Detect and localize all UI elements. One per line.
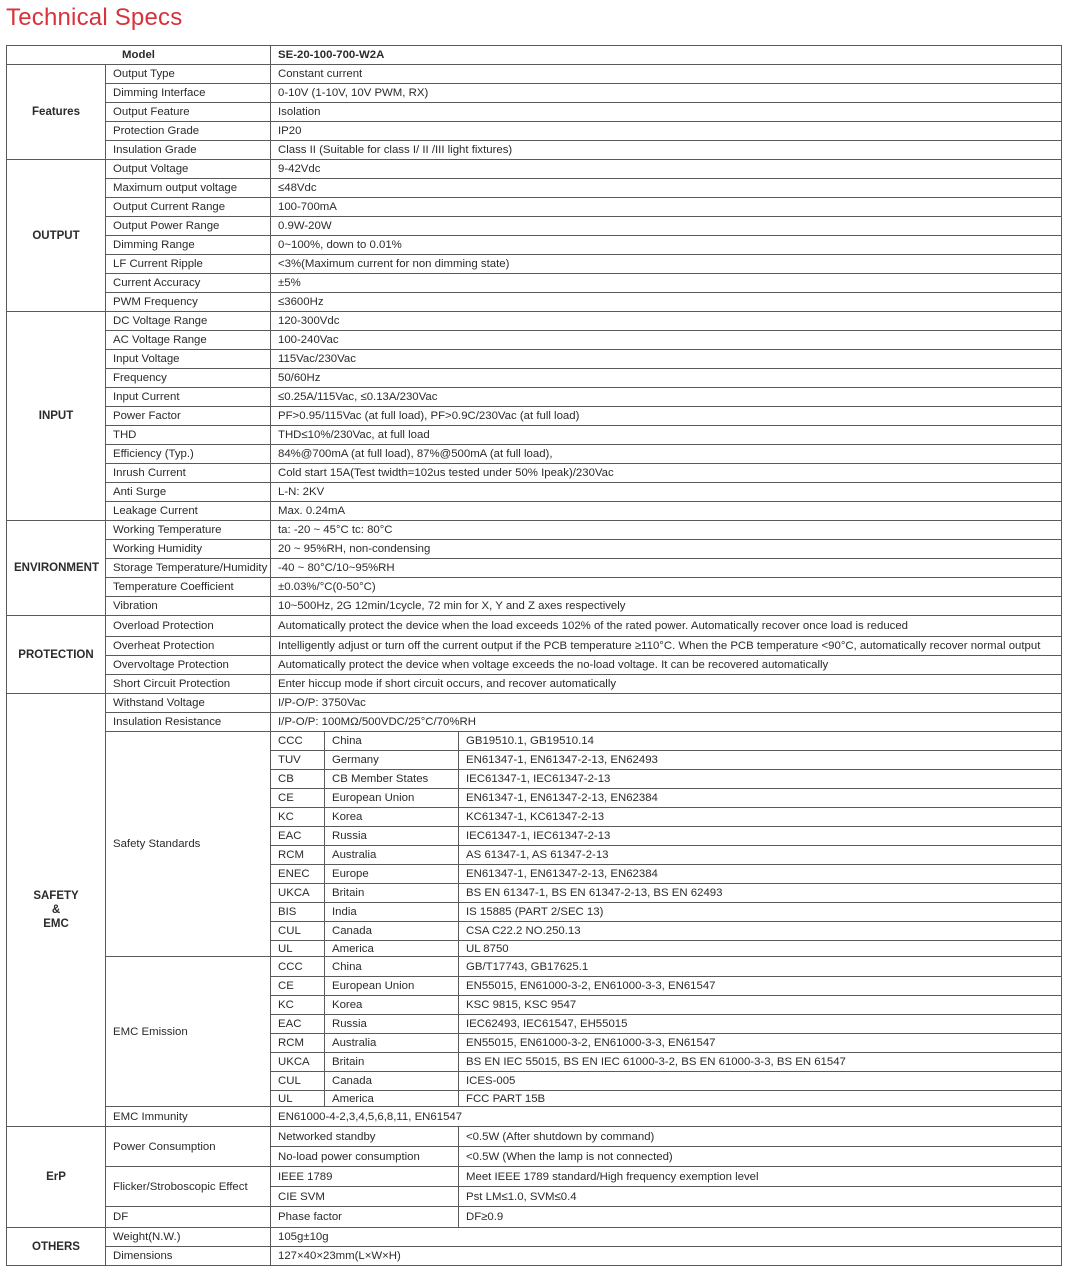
cert-region: China bbox=[325, 732, 459, 751]
cert-region: Germany bbox=[325, 751, 459, 770]
cert-standard: UL 8750 bbox=[459, 941, 1062, 957]
section-erp: ErP bbox=[7, 1127, 106, 1228]
spec-label: Working Temperature bbox=[106, 521, 271, 540]
spec-label: Vibration bbox=[106, 597, 271, 616]
cert-code: CUL bbox=[271, 1072, 325, 1091]
cert-code: EAC bbox=[271, 1015, 325, 1034]
cert-code: KC bbox=[271, 996, 325, 1015]
erp-item: Phase factor bbox=[271, 1207, 459, 1228]
cert-region: India bbox=[325, 903, 459, 922]
erp-item: IEEE 1789 bbox=[271, 1167, 459, 1187]
cert-code: KC bbox=[271, 808, 325, 827]
spec-label: Overvoltage Protection bbox=[106, 656, 271, 675]
cert-region: Australia bbox=[325, 846, 459, 865]
cert-standard: AS 61347-1, AS 61347-2-13 bbox=[459, 846, 1062, 865]
spec-label: Maximum output voltage bbox=[106, 179, 271, 198]
section-safety-label: SAFETY bbox=[33, 890, 79, 902]
spec-value: Intelligently adjust or turn off the current output if the PCB temperature ≥110°C. When the PCB temperature <90°C, automatically recover normal output bbox=[271, 637, 1062, 656]
spec-label: Current Accuracy bbox=[106, 274, 271, 293]
erp-value: Meet IEEE 1789 standard/High frequency exemption level bbox=[459, 1167, 1062, 1187]
cert-region: Britain bbox=[325, 884, 459, 903]
spec-label: Power Factor bbox=[106, 407, 271, 426]
spec-value: I/P-O/P: 100MΩ/500VDC/25°C/70%RH bbox=[271, 713, 1062, 732]
spec-value: Max. 0.24mA bbox=[271, 502, 1062, 521]
spec-value: Enter hiccup mode if short circuit occurs, and recover automatically bbox=[271, 675, 1062, 694]
spec-value: Constant current bbox=[271, 65, 1062, 84]
spec-value: 10~500Hz, 2G 12min/1cycle, 72 min for X, Y and Z axes respectively bbox=[271, 597, 1062, 616]
spec-label: Output Voltage bbox=[106, 160, 271, 179]
spec-value: <3%(Maximum current for non dimming state) bbox=[271, 255, 1062, 274]
section-input: INPUT bbox=[7, 312, 106, 521]
cert-standard: BS EN 61347-1, BS EN 61347-2-13, BS EN 62493 bbox=[459, 884, 1062, 903]
spec-label: Overheat Protection bbox=[106, 637, 271, 656]
cert-standard: EN55015, EN61000-3-2, EN61000-3-3, EN61547 bbox=[459, 977, 1062, 996]
erp-value: <0.5W (After shutdown by command) bbox=[459, 1127, 1062, 1147]
spec-value: ±0.03%/°C(0-50°C) bbox=[271, 578, 1062, 597]
erp-value: Pst LM≤1.0, SVM≤0.4 bbox=[459, 1187, 1062, 1207]
cert-code: RCM bbox=[271, 846, 325, 865]
spec-value: ≤3600Hz bbox=[271, 293, 1062, 312]
spec-value: PF>0.95/115Vac (at full load), PF>0.9C/230Vac (at full load) bbox=[271, 407, 1062, 426]
spec-value: ≤0.25A/115Vac, ≤0.13A/230Vac bbox=[271, 388, 1062, 407]
spec-label: Power Consumption bbox=[106, 1127, 271, 1167]
cert-region: America bbox=[325, 941, 459, 957]
spec-value: 100-700mA bbox=[271, 198, 1062, 217]
section-output: OUTPUT bbox=[7, 160, 106, 312]
section-safety-label: & bbox=[51, 904, 61, 916]
spec-label: Input Current bbox=[106, 388, 271, 407]
spec-label: Withstand Voltage bbox=[106, 694, 271, 713]
cert-standard: IEC61347-1, IEC61347-2-13 bbox=[459, 827, 1062, 846]
spec-label: Output Type bbox=[106, 65, 271, 84]
spec-label: DC Voltage Range bbox=[106, 312, 271, 331]
spec-value: IP20 bbox=[271, 122, 1062, 141]
cert-region: America bbox=[325, 1091, 459, 1107]
spec-label: Insulation Grade bbox=[106, 141, 271, 160]
erp-item: Networked standby bbox=[271, 1127, 459, 1147]
section-others: OTHERS bbox=[7, 1228, 106, 1266]
spec-value: EN61000-4-2,3,4,5,6,8,11, EN61547 bbox=[271, 1107, 1062, 1127]
spec-value: 20 ~ 95%RH, non-condensing bbox=[271, 540, 1062, 559]
cert-code: TUV bbox=[271, 751, 325, 770]
cert-region: Europe bbox=[325, 865, 459, 884]
cert-standard: GB19510.1, GB19510.14 bbox=[459, 732, 1062, 751]
cert-region: Korea bbox=[325, 996, 459, 1015]
spec-value: 0~100%, down to 0.01% bbox=[271, 236, 1062, 255]
cert-code: CUL bbox=[271, 922, 325, 941]
cert-region: Canada bbox=[325, 922, 459, 941]
cert-code: CCC bbox=[271, 732, 325, 751]
spec-label: Leakage Current bbox=[106, 502, 271, 521]
cert-region: Russia bbox=[325, 827, 459, 846]
cert-region: European Union bbox=[325, 977, 459, 996]
page-title: Technical Specs bbox=[6, 4, 183, 31]
cert-standard: FCC PART 15B bbox=[459, 1091, 1062, 1107]
safety-standards-label: Safety Standards bbox=[106, 732, 271, 957]
cert-standard: BS EN IEC 55015, BS EN IEC 61000-3-2, BS EN 61000-3-3, BS EN 61547 bbox=[459, 1053, 1062, 1072]
spec-label: Input Voltage bbox=[106, 350, 271, 369]
spec-value: 9-42Vdc bbox=[271, 160, 1062, 179]
cert-region: Korea bbox=[325, 808, 459, 827]
spec-label: Efficiency (Typ.) bbox=[106, 445, 271, 464]
spec-label: EMC Immunity bbox=[106, 1107, 271, 1127]
spec-label: Overload Protection bbox=[106, 616, 271, 637]
erp-value: DF≥0.9 bbox=[459, 1207, 1062, 1228]
spec-value: 127×40×23mm(L×W×H) bbox=[271, 1247, 1062, 1266]
spec-label: Dimming Interface bbox=[106, 84, 271, 103]
spec-value: L-N: 2KV bbox=[271, 483, 1062, 502]
cert-standard: IEC62493, IEC61547, EH55015 bbox=[459, 1015, 1062, 1034]
cert-region: Canada bbox=[325, 1072, 459, 1091]
cert-code: CE bbox=[271, 789, 325, 808]
cert-region: CB Member States bbox=[325, 770, 459, 789]
section-features: Features bbox=[7, 65, 106, 160]
spec-label: Storage Temperature/Humidity bbox=[106, 559, 271, 578]
spec-value: ta: -20 ~ 45°C tc: 80°C bbox=[271, 521, 1062, 540]
spec-label: AC Voltage Range bbox=[106, 331, 271, 350]
spec-value: Automatically protect the device when voltage exceeds the no-load voltage. It can be recovered automatically bbox=[271, 656, 1062, 675]
spec-value: ±5% bbox=[271, 274, 1062, 293]
cert-standard: IEC61347-1, IEC61347-2-13 bbox=[459, 770, 1062, 789]
spec-label: LF Current Ripple bbox=[106, 255, 271, 274]
spec-label: Dimensions bbox=[106, 1247, 271, 1266]
cert-standard: EN61347-1, EN61347-2-13, EN62493 bbox=[459, 751, 1062, 770]
spec-label: Dimming Range bbox=[106, 236, 271, 255]
spec-table bbox=[6, 45, 1062, 1266]
cert-code: UL bbox=[271, 941, 325, 957]
cert-region: Russia bbox=[325, 1015, 459, 1034]
spec-value: THD≤10%/230Vac, at full load bbox=[271, 426, 1062, 445]
cert-standard: KSC 9815, KSC 9547 bbox=[459, 996, 1062, 1015]
cert-standard: ICES-005 bbox=[459, 1072, 1062, 1091]
spec-label: Working Humidity bbox=[106, 540, 271, 559]
spec-value: Automatically protect the device when the load exceeds 102% of the rated power. Automatically recover once load is reduced bbox=[271, 616, 1062, 637]
section-safety-label: EMC bbox=[43, 918, 69, 930]
cert-standard: IS 15885 (PART 2/SEC 13) bbox=[459, 903, 1062, 922]
spec-label: Temperature Coefficient bbox=[106, 578, 271, 597]
spec-label: Flicker/Stroboscopic Effect bbox=[106, 1167, 271, 1207]
spec-value: 100-240Vac bbox=[271, 331, 1062, 350]
model-value: SE-20-100-700-W2A bbox=[271, 46, 1062, 65]
cert-code: CB bbox=[271, 770, 325, 789]
spec-label: Protection Grade bbox=[106, 122, 271, 141]
cert-region: China bbox=[325, 957, 459, 977]
spec-label: PWM Frequency bbox=[106, 293, 271, 312]
cert-standard: KC61347-1, KC61347-2-13 bbox=[459, 808, 1062, 827]
spec-value: ≤48Vdc bbox=[271, 179, 1062, 198]
spec-value: 0.9W-20W bbox=[271, 217, 1062, 236]
cert-region: Australia bbox=[325, 1034, 459, 1053]
section-protection: PROTECTION bbox=[7, 616, 106, 694]
cert-code: UKCA bbox=[271, 884, 325, 903]
cert-region: European Union bbox=[325, 789, 459, 808]
spec-value: 105g±10g bbox=[271, 1228, 1062, 1247]
spec-label: Insulation Resistance bbox=[106, 713, 271, 732]
spec-value: 50/60Hz bbox=[271, 369, 1062, 388]
cert-code: RCM bbox=[271, 1034, 325, 1053]
spec-label: DF bbox=[106, 1207, 271, 1228]
spec-value: -40 ~ 80°C/10~95%RH bbox=[271, 559, 1062, 578]
cert-code: ENEC bbox=[271, 865, 325, 884]
spec-value: 115Vac/230Vac bbox=[271, 350, 1062, 369]
cert-code: CCC bbox=[271, 957, 325, 977]
spec-value: 84%@700mA (at full load), 87%@500mA (at full load), bbox=[271, 445, 1062, 464]
cert-standard: CSA C22.2 NO.250.13 bbox=[459, 922, 1062, 941]
spec-label: Inrush Current bbox=[106, 464, 271, 483]
spec-label: Output Feature bbox=[106, 103, 271, 122]
section-environment: ENVIRONMENT bbox=[7, 521, 106, 616]
spec-label: Weight(N.W.) bbox=[106, 1228, 271, 1247]
spec-label: THD bbox=[106, 426, 271, 445]
cert-region: Britain bbox=[325, 1053, 459, 1072]
spec-label: Output Current Range bbox=[106, 198, 271, 217]
spec-value: Isolation bbox=[271, 103, 1062, 122]
cert-code: CE bbox=[271, 977, 325, 996]
section-safety-emc bbox=[7, 694, 106, 1127]
erp-value: <0.5W (When the lamp is not connected) bbox=[459, 1147, 1062, 1167]
spec-value: 0-10V (1-10V, 10V PWM, RX) bbox=[271, 84, 1062, 103]
spec-label: Short Circuit Protection bbox=[106, 675, 271, 694]
erp-item: CIE SVM bbox=[271, 1187, 459, 1207]
cert-code: UKCA bbox=[271, 1053, 325, 1072]
spec-label: Frequency bbox=[106, 369, 271, 388]
model-label: Model bbox=[7, 46, 271, 65]
erp-item: No-load power consumption bbox=[271, 1147, 459, 1167]
cert-code: UL bbox=[271, 1091, 325, 1107]
cert-code: EAC bbox=[271, 827, 325, 846]
spec-value: 120-300Vdc bbox=[271, 312, 1062, 331]
cert-standard: EN61347-1, EN61347-2-13, EN62384 bbox=[459, 865, 1062, 884]
spec-value: I/P-O/P: 3750Vac bbox=[271, 694, 1062, 713]
spec-value: Cold start 15A(Test twidth=102us tested under 50% Ipeak)/230Vac bbox=[271, 464, 1062, 483]
spec-label: Output Power Range bbox=[106, 217, 271, 236]
cert-standard: EN61347-1, EN61347-2-13, EN62384 bbox=[459, 789, 1062, 808]
cert-standard: GB/T17743, GB17625.1 bbox=[459, 957, 1062, 977]
cert-standard: EN55015, EN61000-3-2, EN61000-3-3, EN61547 bbox=[459, 1034, 1062, 1053]
spec-value: Class II (Suitable for class I/ II /III light fixtures) bbox=[271, 141, 1062, 160]
emc-emission-label: EMC Emission bbox=[106, 957, 271, 1107]
spec-label: Anti Surge bbox=[106, 483, 271, 502]
cert-code: BIS bbox=[271, 903, 325, 922]
